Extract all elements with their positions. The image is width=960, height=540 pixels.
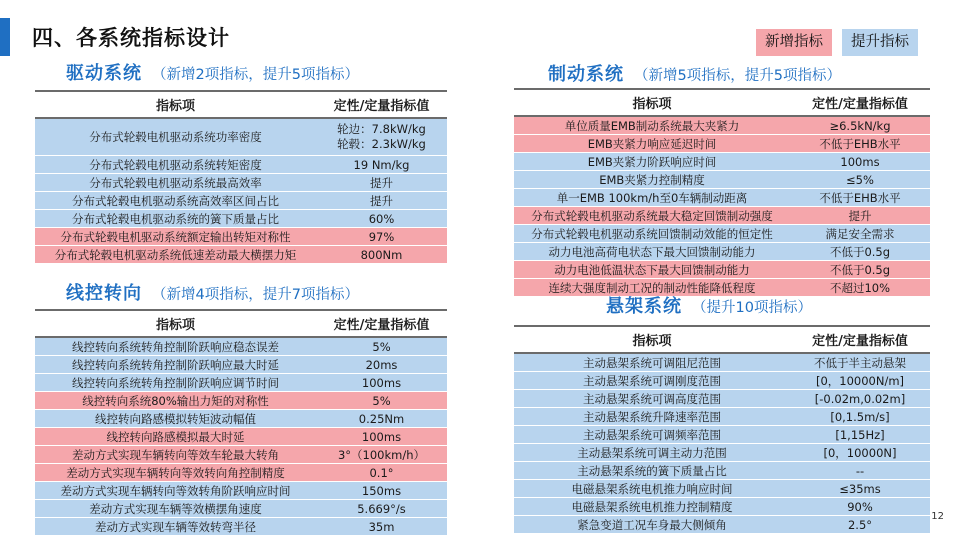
indicator-item: 紧急变道工况车身最大侧倾角 [514, 516, 790, 534]
indicator-value: [-0.02m,0.02m] [790, 390, 930, 408]
indicator-value: 5% [316, 337, 447, 356]
table-row [514, 372, 930, 390]
table-row [514, 153, 930, 171]
indicator-item: 动力电池低温状态下最大回馈制动能力 [514, 261, 790, 279]
indicator-item: 差动方式实现车辆等效横摆角速度 [35, 500, 316, 518]
section-title-susp: 悬架系统 [606, 296, 682, 317]
indicator-value: 60% [316, 210, 447, 228]
indicator-value: ≤35ms [790, 480, 930, 498]
table-row [35, 392, 447, 410]
indicator-item: 线控转向系统转角控制阶跃响应最大时延 [35, 356, 316, 374]
indicator-value: 不低于0.5g [790, 243, 930, 261]
indicator-value-line: 轮毂：2.3kW/kg [337, 137, 426, 151]
table-row [514, 225, 930, 243]
table-row [35, 518, 447, 536]
table-header-value: 定性/定量指标值 [316, 91, 447, 118]
indicator-value: 90% [790, 498, 930, 516]
table-row [35, 210, 447, 228]
table-brake [514, 88, 930, 297]
indicator-item: EMB夹紧力响应延迟时间 [514, 135, 790, 153]
table-row [35, 337, 447, 356]
table-row [35, 500, 447, 518]
indicator-item: 主动悬架系统的簧下质量占比 [514, 462, 790, 480]
indicator-value: 不低于EHB水平 [790, 189, 930, 207]
indicator-value: 100ms [316, 428, 447, 446]
legend-upgrade-indicator: 提升指标 [842, 29, 918, 56]
section-header-steer [66, 280, 359, 308]
indicator-item: 分布式轮毂电机驱动系统额定输出转矩对称性 [35, 228, 316, 246]
table-header-item: 指标项 [35, 91, 316, 118]
indicator-item: 单位质量EMB制动系统最大夹紧力 [514, 116, 790, 135]
table-row [514, 207, 930, 225]
indicator-item: 分布式轮毂电机驱动系统功率密度 [35, 118, 316, 156]
table-row [35, 446, 447, 464]
indicator-value [316, 118, 447, 156]
table-header-value: 定性/定量指标值 [316, 310, 447, 337]
table-row [35, 356, 447, 374]
indicator-item: 分布式轮毂电机驱动系统回馈制动效能的恒定性 [514, 225, 790, 243]
indicator-item: 动力电池高荷电状态下最大回馈制动能力 [514, 243, 790, 261]
legend-new-indicator: 新增指标 [756, 29, 832, 56]
indicator-value: 100ms [790, 153, 930, 171]
indicator-item: 分布式轮毂电机驱动系统最高效率 [35, 174, 316, 192]
table-row [514, 516, 930, 534]
indicator-item: 线控转向系统转角控制阶跃响应调节时间 [35, 374, 316, 392]
section-title-steer: 线控转向 [66, 283, 142, 304]
indicator-value: 19 Nm/kg [316, 156, 447, 174]
table-row [514, 498, 930, 516]
section-subtitle-steer: （新增4项指标，提升7项指标） [152, 287, 359, 303]
table-steer [35, 309, 447, 536]
table-header-item: 指标项 [35, 310, 316, 337]
indicator-value: 满足安全需求 [790, 225, 930, 243]
title-accent-bar [0, 18, 10, 56]
indicator-value: [0，10000N] [790, 444, 930, 462]
indicator-value: 20ms [316, 356, 447, 374]
indicator-value: 不低于0.5g [790, 261, 930, 279]
indicator-value: [0,1.5m/s] [790, 408, 930, 426]
indicator-item: 主动悬架系统可调高度范围 [514, 390, 790, 408]
indicator-value: 提升 [790, 207, 930, 225]
indicator-value: 3°（100km/h） [316, 446, 447, 464]
table-row [514, 353, 930, 372]
indicator-item: 电磁悬架系统电机推力响应时间 [514, 480, 790, 498]
indicator-value: 5.669°/s [316, 500, 447, 518]
indicator-value-line: 轮边：7.8kW/kg [337, 122, 426, 136]
indicator-value: 不超过10% [790, 279, 930, 297]
table-row [514, 444, 930, 462]
table-header-value: 定性/定量指标值 [790, 326, 930, 353]
indicator-value: [0，10000N/m] [790, 372, 930, 390]
indicator-item: 分布式轮毂电机驱动系统的簧下质量占比 [35, 210, 316, 228]
indicator-item: 线控转向系统转角控制阶跃响应稳态误差 [35, 337, 316, 356]
indicator-item: 线控转向路感模拟转矩波动幅值 [35, 410, 316, 428]
indicator-value: 提升 [316, 174, 447, 192]
table-row [35, 482, 447, 500]
indicator-value: 97% [316, 228, 447, 246]
table-row [514, 243, 930, 261]
table-row [514, 189, 930, 207]
indicator-value: 100ms [316, 374, 447, 392]
table-header-item: 指标项 [514, 326, 790, 353]
table-row [514, 390, 930, 408]
table-row [35, 228, 447, 246]
indicator-item: 主动悬架系统可调刚度范围 [514, 372, 790, 390]
indicator-value: 5% [316, 392, 447, 410]
table-row [35, 410, 447, 428]
table-susp [514, 325, 930, 534]
indicator-value: 800Nm [316, 246, 447, 264]
indicator-item: 连续大强度制动工况的制动性能降低程度 [514, 279, 790, 297]
indicator-value: 2.5° [790, 516, 930, 534]
indicator-item: 差动方式实现车辆转向等效转向角控制精度 [35, 464, 316, 482]
page-number: 12 [931, 511, 944, 522]
indicator-value: -- [790, 462, 930, 480]
indicator-value: [1,15Hz] [790, 426, 930, 444]
indicator-item: 分布式轮毂电机驱动系统最大稳定回馈制动强度 [514, 207, 790, 225]
table-header-value: 定性/定量指标值 [790, 89, 930, 116]
indicator-item: 主动悬架系统可调主动力范围 [514, 444, 790, 462]
indicator-item: 主动悬架系统可调阻尼范围 [514, 353, 790, 372]
table-header-item: 指标项 [514, 89, 790, 116]
indicator-value: ≤5% [790, 171, 930, 189]
indicator-item: 电磁悬架系统电机推力控制精度 [514, 498, 790, 516]
section-header-drive [66, 60, 359, 88]
indicator-value: 提升 [316, 192, 447, 210]
table-row [514, 462, 930, 480]
section-subtitle-drive: （新增2项指标，提升5项指标） [152, 67, 359, 83]
table-drive [35, 90, 447, 264]
table-row [514, 408, 930, 426]
table-row [514, 171, 930, 189]
table-row [514, 116, 930, 135]
indicator-value: 0.1° [316, 464, 447, 482]
table-row [514, 261, 930, 279]
section-subtitle-susp: （提升10项指标） [692, 300, 812, 316]
indicator-value: 150ms [316, 482, 447, 500]
table-row [35, 428, 447, 446]
table-row [514, 480, 930, 498]
indicator-item: EMB夹紧力控制精度 [514, 171, 790, 189]
table-row [514, 135, 930, 153]
indicator-item: 分布式轮毂电机驱动系统转矩密度 [35, 156, 316, 174]
section-title-drive: 驱动系统 [66, 63, 142, 84]
indicator-item: 分布式轮毂电机驱动系统低速差动最大横摆力矩 [35, 246, 316, 264]
indicator-item: 线控转向路感模拟最大时延 [35, 428, 316, 446]
indicator-value: 不低于半主动悬架 [790, 353, 930, 372]
indicator-value: 不低于EHB水平 [790, 135, 930, 153]
table-row [35, 156, 447, 174]
indicator-value: ≥6.5kN/kg [790, 116, 930, 135]
section-header-brake [548, 61, 841, 89]
table-row [35, 118, 447, 156]
indicator-value: 0.25Nm [316, 410, 447, 428]
indicator-item: 差动方式实现车辆等效转弯半径 [35, 518, 316, 536]
indicator-item: 分布式轮毂电机驱动系统高效率区间占比 [35, 192, 316, 210]
indicator-item: 主动悬架系统升降速率范围 [514, 408, 790, 426]
section-subtitle-brake: （新增5项指标，提升5项指标） [634, 68, 841, 84]
indicator-value: 35m [316, 518, 447, 536]
table-row [35, 464, 447, 482]
table-row [35, 246, 447, 264]
table-row [35, 192, 447, 210]
section-title-brake: 制动系统 [548, 64, 624, 85]
indicator-item: EMB夹紧力阶跃响应时间 [514, 153, 790, 171]
indicator-item: 差动方式实现车辆转向等效车轮最大转角 [35, 446, 316, 464]
section-header-susp [606, 293, 812, 321]
indicator-item: 差动方式实现车辆转向等效转角阶跃响应时间 [35, 482, 316, 500]
table-row [35, 374, 447, 392]
table-row [35, 174, 447, 192]
table-row [514, 426, 930, 444]
indicator-item: 主动悬架系统可调频率范围 [514, 426, 790, 444]
page-title: 四、各系统指标设计 [32, 26, 230, 50]
indicator-item: 线控转向系统80%输出力矩的对称性 [35, 392, 316, 410]
indicator-item: 单一EMB 100km/h至0车辆制动距离 [514, 189, 790, 207]
